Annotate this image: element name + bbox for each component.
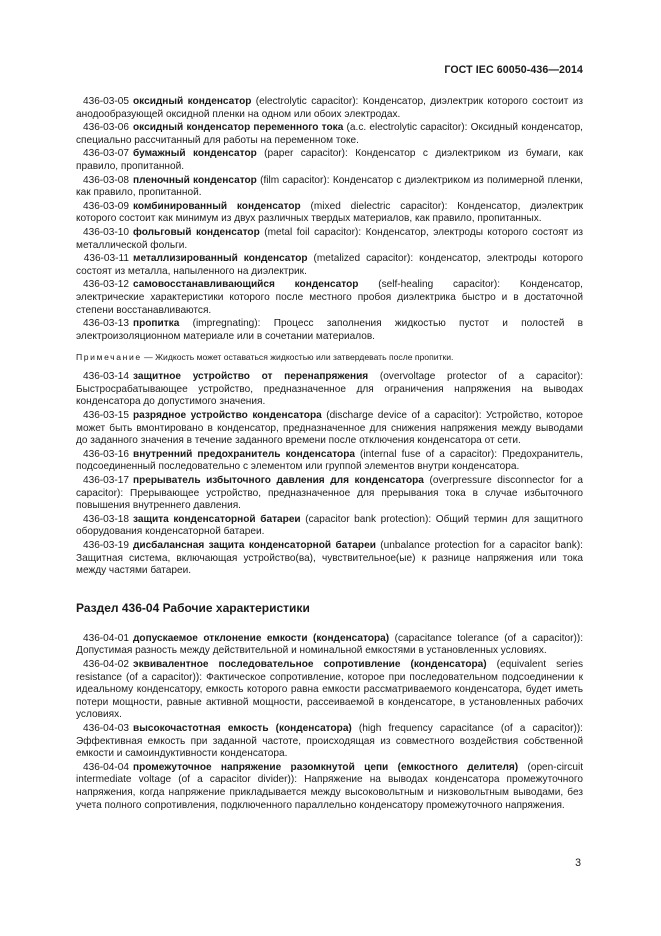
term-entry bbox=[76, 371, 583, 409]
entry-definition: (paper capacitor): Конденсатор с диэлектриком из бумаги, как правило, пропитанной. bbox=[76, 148, 584, 172]
entries-block-a bbox=[76, 96, 583, 343]
entry-definition: (equivalent series resistance (of a capacitor)): Фактическое сопротивление, которое при последовательном подсоединении к идеальному конденсатору, емкость которого равна емкости рассматриваемого конденсатора, будет иметь потери мощности, равные активной мощности, рассеиваемой в конденсаторе, в установленных рабочих условиях. bbox=[76, 658, 584, 721]
entry-number: 436-03-17 bbox=[82, 475, 129, 487]
entry-definition: (unbalance protection for a capacitor bank): Защитная система, включающая устройство(ва), чувствительное(ые) к разнице напряжения или тока между частями батареи. bbox=[76, 540, 583, 577]
term-entry bbox=[76, 148, 583, 173]
entry-number: 436-04-02 bbox=[82, 658, 129, 670]
entry-definition: (metal foil capacitor): Конденсатор, электроды которого состоят из металлической фольги. bbox=[76, 226, 583, 251]
entry-term: пленочный конденсатор bbox=[133, 174, 257, 186]
entry-term: оксидный конденсатор переменного тока bbox=[133, 122, 344, 134]
entry-number: 436-03-12 bbox=[82, 279, 129, 291]
term-entry bbox=[76, 410, 583, 448]
entry-number: 436-03-10 bbox=[82, 226, 129, 238]
entry-definition: (capacitor bank protection): Общий термин для защитного оборудования конденсаторной батареи. bbox=[76, 513, 583, 538]
term-entry bbox=[76, 723, 583, 761]
note-label: Примечание bbox=[76, 352, 142, 363]
page-number: 3 bbox=[575, 857, 581, 870]
term-entry bbox=[76, 122, 583, 147]
entry-term: прерыватель избыточного давления для конденсатора bbox=[133, 475, 424, 487]
entries-block-c bbox=[76, 633, 583, 812]
entry-term: комбинированный конденсатор bbox=[133, 200, 301, 212]
entry-term: разрядное устройство конденсатора bbox=[133, 410, 322, 422]
section-heading: Раздел 436-04 Рабочие характеристики bbox=[76, 600, 310, 615]
entry-term: пропитка bbox=[133, 318, 180, 330]
entry-definition: (metalized capacitor): конденсатор, электроды которого состоят из металла, напыленного на диэлектрик. bbox=[76, 253, 583, 277]
term-entry bbox=[76, 96, 583, 121]
entry-definition: (a.c. electrolytic capacitor): Оксидный конденсатор, специально рассчитанный для работы на переменном токе. bbox=[76, 122, 583, 146]
term-entry bbox=[76, 175, 583, 200]
entry-number: 436-03-07 bbox=[82, 148, 129, 160]
entry-term: бумажный конденсатор bbox=[133, 148, 257, 160]
entry-number: 436-03-19 bbox=[82, 540, 129, 551]
entry-term: оксидный конденсатор bbox=[133, 96, 252, 107]
entry-term: эквивалентное последовательное сопротивление (конденсатора) bbox=[133, 658, 487, 670]
term-entry bbox=[76, 253, 583, 278]
term-entry bbox=[76, 762, 583, 812]
entry-term: защитное устройство от перенапряжения bbox=[133, 371, 369, 383]
term-entry bbox=[76, 201, 583, 226]
entry-term: промежуточное напряжение разомкнутой цепи (емкостного делителя) bbox=[133, 761, 519, 773]
term-entry bbox=[76, 279, 583, 317]
term-entry bbox=[76, 659, 583, 722]
entry-definition: (mixed dielectric capacitor): Конденсатор, диэлектрик которого состоит как минимум из двух различных твердых материалов, как правило, пропитанных. bbox=[76, 200, 583, 225]
entry-term: защита конденсаторной батареи bbox=[133, 513, 301, 525]
standard-designation: ГОСТ IEC 60050-436—2014 bbox=[444, 64, 583, 76]
term-entry bbox=[76, 540, 583, 578]
note-text: — Жидкость может оставаться жидкостью или затвердевать после пропитки. bbox=[141, 352, 454, 363]
term-entry bbox=[76, 449, 583, 474]
entries-block-b bbox=[76, 371, 583, 578]
entry-definition: (high frequency capacitance (of a capacitor)): Эффективная емкость при заданной частоте, происходящая из совместного воздействия собственной емкости и самоиндуктивности конденсатора. bbox=[76, 722, 583, 760]
entry-term: фольговый конденсатор bbox=[133, 226, 260, 238]
entry-definition: (film capacitor): Конденсатор с диэлектриком из полимерной пленки, как правило, пропитанной. bbox=[76, 174, 583, 199]
entry-number: 436-03-09 bbox=[82, 200, 129, 212]
page-content bbox=[76, 96, 583, 813]
term-entry bbox=[76, 318, 583, 343]
entry-number: 436-03-13 bbox=[82, 318, 129, 330]
term-entry bbox=[76, 633, 583, 658]
entry-definition: (discharge device of a capacitor): Устройство, которое может быть вмонтировано в конденсатор, предназначенное для снижения напряжения между выводами до заданного значения в течение заданного времени после отключения конденсатора от сети. bbox=[76, 410, 583, 447]
note bbox=[76, 352, 583, 363]
term-entry bbox=[76, 514, 583, 539]
entry-term: допускаемое отклонение емкости (конденсатора) bbox=[133, 632, 390, 644]
entry-term: внутренний предохранитель конденсатора bbox=[133, 448, 355, 460]
entry-definition: (open-circuit intermediate voltage (of a capacitor divider)): Напряжение на выводах конденсатора промежуточного напряжения, когда напряжение прикладывается между высоковольтным и низковольтным выводами, без учета полного сопротивления, подключенного параллельно конденсатору промежуточного напряжения. bbox=[76, 761, 584, 811]
entry-number: 436-04-03 bbox=[82, 722, 129, 734]
entry-number: 436-03-11 bbox=[83, 253, 129, 265]
entry-number: 436-03-16 bbox=[82, 448, 129, 460]
entry-term: самовосстанавливающийся конденсатор bbox=[133, 279, 359, 291]
entry-term: дисбалансная защита конденсаторной батареи bbox=[133, 540, 376, 551]
entry-definition: (self-healing capacitor): Конденсатор, электрические характеристики которого после местного пробоя диэлектрика быстро и в достаточной степени восстанавливаются. bbox=[76, 279, 583, 316]
entry-number: 436-03-15 bbox=[82, 410, 129, 422]
entry-term: металлизированный конденсатор bbox=[133, 253, 308, 265]
entry-definition: (internal fuse of a capacitor): Предохранитель, подсоединенный последовательно с элементом или группой элементов внутри конденсатора. bbox=[76, 448, 583, 473]
entry-number: 436-04-01 bbox=[82, 632, 129, 644]
entry-definition: (overpressure disconnector for a capacitor): Прерывающее устройство, предназначенное для прерывания тока в случае избыточного повышения внутреннего давления. bbox=[76, 475, 583, 512]
entry-number: 436-04-04 bbox=[82, 761, 129, 773]
term-entry bbox=[76, 475, 583, 513]
term-entry bbox=[76, 227, 583, 252]
entry-number: 436-03-08 bbox=[82, 174, 129, 186]
entry-definition: (electrolytic capacitor): Конденсатор, диэлектрик которого состоит из анодообразующей оксидной пленки на одном или обоих электродах. bbox=[76, 96, 584, 120]
entry-number: 436-03-05 bbox=[82, 96, 129, 107]
entry-definition: (impregnating): Процесс заполнения жидкостью пустот и полостей в электроизоляционном материале или в сочетании материалов. bbox=[76, 318, 583, 342]
entry-definition: (overvoltage protector of a capacitor): Быстросрабатывающее устройство, предназначенное для ограничения напряжения на выводах конденсатора до допустимого значения. bbox=[76, 371, 583, 408]
entry-term: высокочастотная емкость (конденсатора) bbox=[133, 722, 352, 734]
entry-definition: (capacitance tolerance (of a capacitor)): Допустимая разность между действительной и номинальной емкостями в установленных условиях. bbox=[76, 632, 583, 657]
entry-number: 436-03-14 bbox=[82, 371, 129, 383]
entry-number: 436-03-06 bbox=[82, 122, 129, 134]
entry-number: 436-03-18 bbox=[82, 513, 129, 525]
